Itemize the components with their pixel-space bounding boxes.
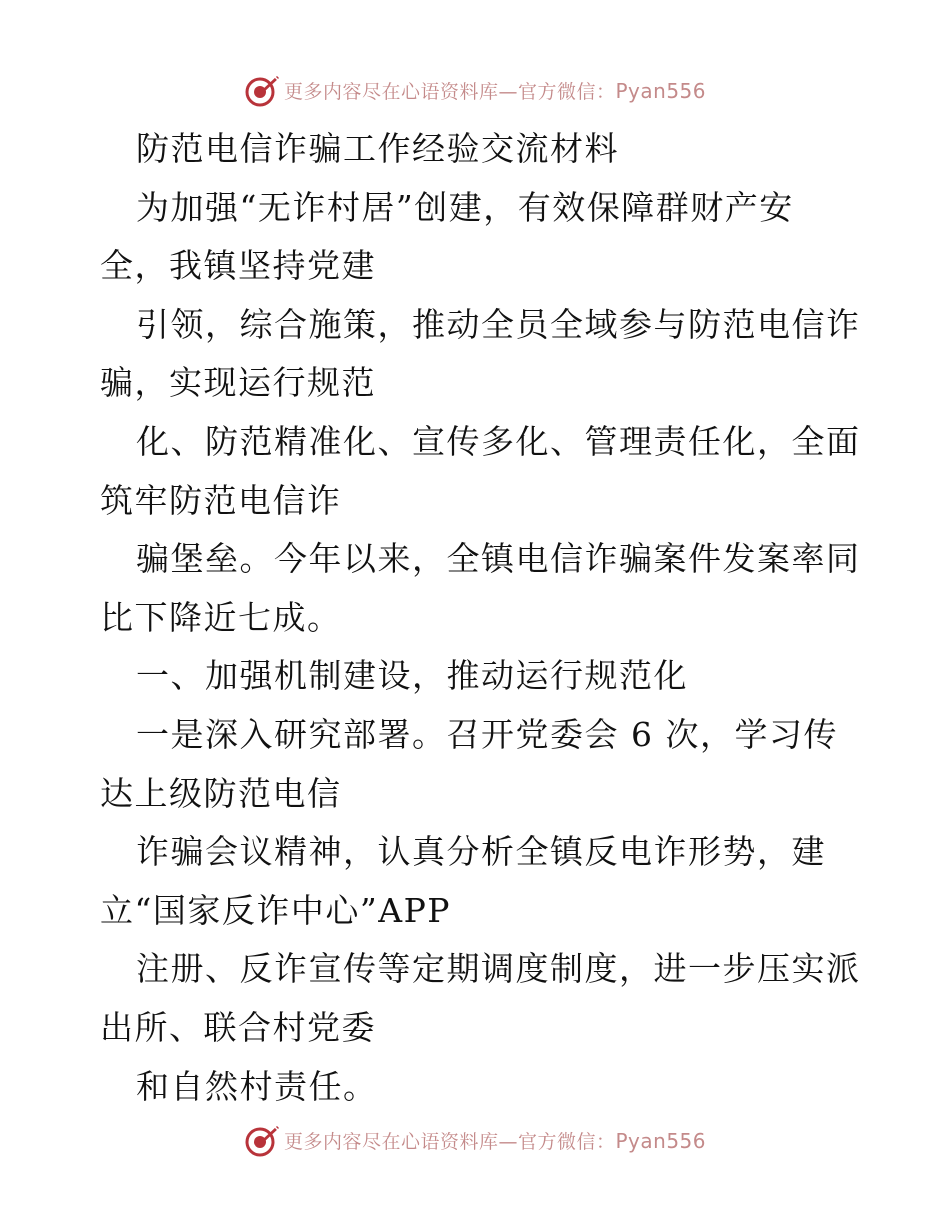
footer-watermark bbox=[0, 1120, 950, 1160]
paragraph-line: 筑牢防范电信诈 bbox=[100, 480, 342, 520]
header-watermark bbox=[0, 70, 950, 110]
watermark-text bbox=[284, 1127, 706, 1154]
watermark-brand: 更多内容尽在心语资料库 bbox=[283, 80, 499, 103]
paragraph-line: 为加强“无诈村居”创建，有效保障群财产安 bbox=[136, 187, 794, 227]
paragraph-line: 骗，实现运行规范 bbox=[100, 363, 376, 403]
watermark-separator: — bbox=[498, 80, 518, 103]
watermark-wechat-label: 官方微信： bbox=[517, 80, 616, 103]
document-title: 防范电信诈骗工作经验交流材料 bbox=[136, 129, 619, 168]
watermark-text bbox=[284, 77, 706, 104]
watermark-wechat-id: Pyan556 bbox=[615, 78, 707, 103]
pen-logo-icon bbox=[244, 72, 280, 108]
document-body bbox=[100, 120, 860, 1116]
paragraph-line: 立“国家反诈中心”APP bbox=[100, 890, 451, 930]
paragraph-line: 引领，综合施策，推动全员全域参与防范电信诈 bbox=[136, 304, 861, 344]
paragraph-line: 出所、联合村党委 bbox=[100, 1007, 376, 1047]
paragraph-line: 诈骗会议精神，认真分析全镇反电诈形势，建 bbox=[136, 832, 826, 872]
paragraph-line: 比下降近七成。 bbox=[100, 597, 342, 637]
paragraph-line: 和自然村责任。 bbox=[136, 1066, 378, 1106]
watermark-wechat-id: Pyan556 bbox=[615, 1128, 707, 1153]
watermark-wechat-label: 官方微信： bbox=[517, 1130, 616, 1153]
paragraph-line: 达上级防范电信 bbox=[100, 773, 342, 813]
watermark-brand: 更多内容尽在心语资料库 bbox=[283, 1130, 499, 1153]
paragraph-line: 全，我镇坚持党建 bbox=[100, 246, 376, 286]
paragraph-line: 骗堡垒。今年以来，全镇电信诈骗案件发案率同 bbox=[136, 539, 861, 579]
watermark-separator: — bbox=[498, 1130, 518, 1153]
paragraph-line: 化、防范精准化、宣传多化、管理责任化，全面 bbox=[136, 421, 861, 461]
pen-logo-icon bbox=[244, 1122, 280, 1158]
paragraph-line: 注册、反诈宣传等定期调度制度，进一步压实派 bbox=[136, 949, 861, 989]
paragraph-line: 一是深入研究部署。召开党委会 6 次，学习传 bbox=[136, 714, 838, 754]
section-heading: 一、加强机制建设，推动运行规范化 bbox=[136, 656, 688, 696]
